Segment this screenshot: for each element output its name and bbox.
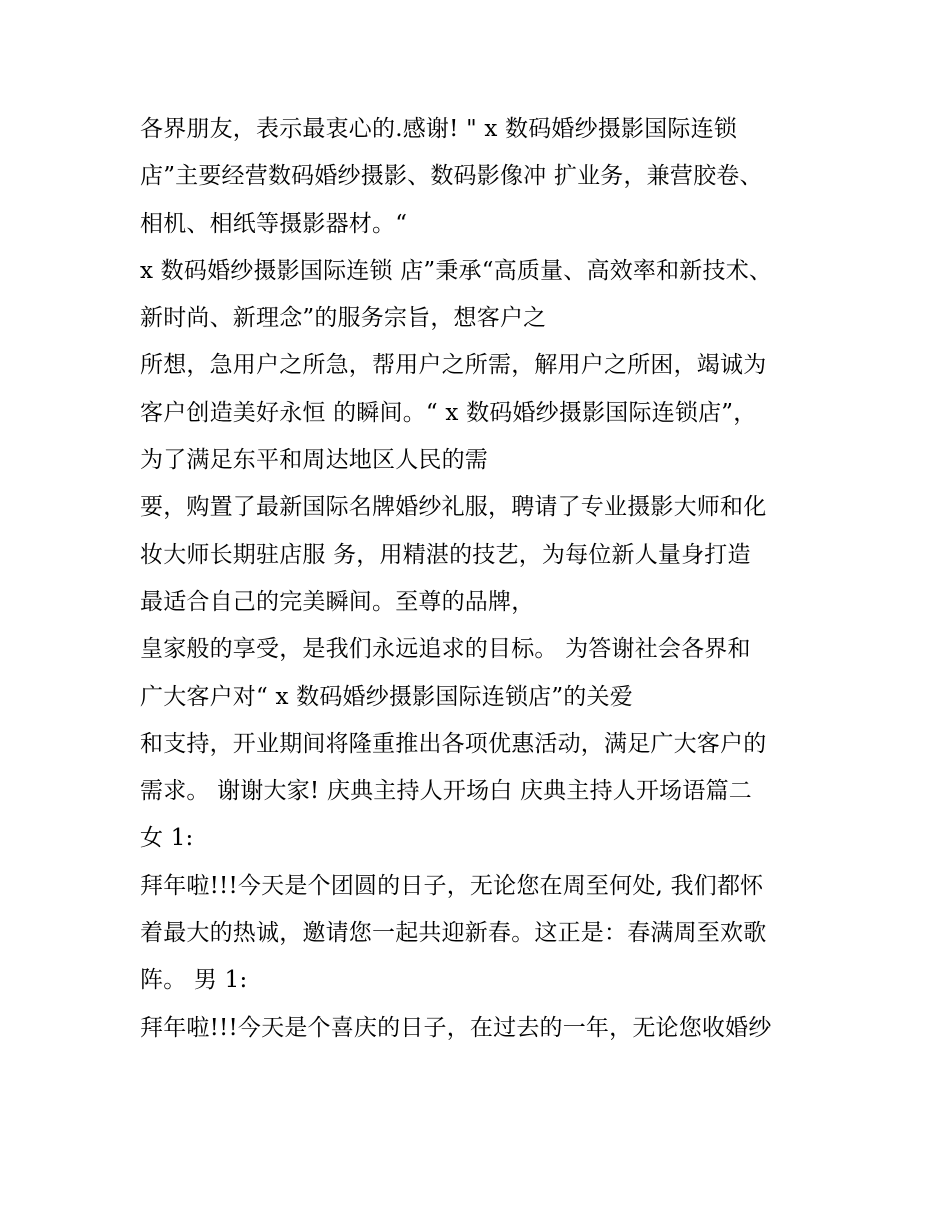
text-line: x 数码婚纱摄影国际连锁 店”秉承“高质量、高效率和新技术、: [140, 257, 773, 284]
text-line: 需求。 谢谢大家! 庆典主持人开场白 庆典主持人开场语篇二: [140, 778, 752, 805]
text-line: 着最大的热诚，邀请您一起共迎新春。这正是：春满周至欢歌: [140, 920, 767, 947]
text-line: 所想，急用户之所急，帮用户之所需，解用户之所困，竭诚为: [140, 352, 767, 379]
text-line: 店”主要经营数码婚纱摄影、数码影像冲 扩业务，兼营胶卷、: [140, 163, 763, 190]
text-line: 为了满足东平和周达地区人民的需: [140, 447, 488, 474]
text-line: 相机、相纸等摄影器材。“: [140, 210, 408, 237]
text-line: 各界朋友，表示最衷心的.感谢! " x 数码婚纱摄影国际连锁: [140, 116, 738, 142]
body-text: [140, 106, 830, 1052]
text-line: 拜年啦!!!今天是个团圆的日子，无论您在周至何处, 我们都怀: [140, 872, 764, 899]
text-line: 广大客户对“ x 数码婚纱摄影国际连锁店”的关爱: [140, 683, 633, 710]
text-line: 妆大师长期驻店服 务，用精湛的技艺，为每位新人量身打造: [140, 541, 751, 568]
text-line: 新时尚、新理念”的服务宗旨，想客户之: [140, 305, 547, 332]
text-line: 女 1:: [140, 825, 194, 852]
text-line: 拜年啦!!!今天是个喜庆的日子，在过去的一年，无论您收婚纱: [140, 1014, 772, 1041]
text-line: 要，购置了最新国际名牌婚纱礼服，聘请了专业摄影大师和化: [140, 494, 767, 521]
text-line: 皇家般的享受，是我们永远追求的目标。 为答谢社会各界和: [140, 636, 751, 663]
text-line: 阵。 男 1:: [140, 967, 248, 994]
text-line: 客户创造美好永恒 的瞬间。“ x 数码婚纱摄影国际连锁店”，: [140, 399, 757, 426]
text-line: 最适合自己的完美瞬间。至尊的品牌，: [140, 588, 535, 615]
text-line: 和支持，开业期间将隆重推出各项优惠活动，满足广大客户的: [140, 730, 767, 757]
